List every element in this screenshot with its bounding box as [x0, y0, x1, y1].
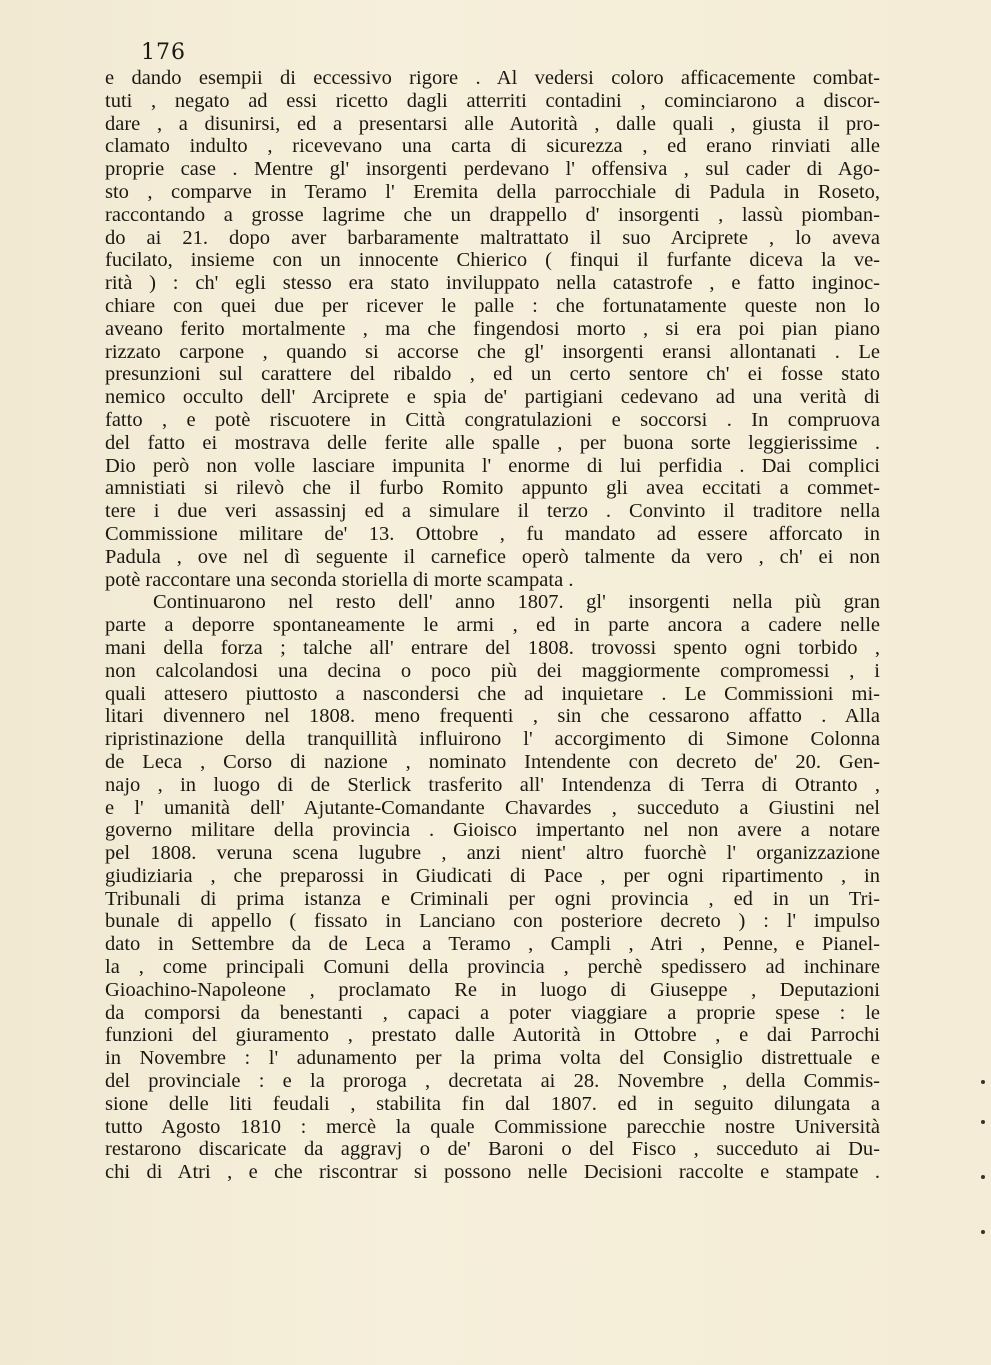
page-edge-marks	[971, 1080, 985, 1280]
text-line: nemico occulto dell' Arciprete e spia de' partigiani cedevano ad una verità di	[105, 386, 880, 409]
text-line: e l' umanità dell' Ajutante-Comandante Chavardes , succeduto a Giustini nel	[105, 796, 880, 819]
text-line: clamato indulto , ricevevano una carta di sicurezza , ed erano rinviati alle	[105, 135, 880, 158]
text-line: parte a deporre spontaneamente le armi , ed in parte ancora a cadere nelle	[105, 614, 880, 637]
text-line: quali attesero piuttosto a nascondersi che ad inquietare . Le Commissioni mi-	[105, 682, 880, 705]
text-line: sto , comparve in Teramo l' Eremita della parrocchiale di Padula in Roseto,	[105, 180, 880, 203]
text-line: najo , in luogo di de Sterlick trasferito all' Intendenza di Terra di Otranto ,	[105, 773, 880, 796]
text-line: potè raccontare una seconda storiella di morte scampata .	[105, 568, 574, 591]
text-line: Gioachino-Napoleone , proclamato Re in luogo di Giuseppe , Deputazioni	[105, 978, 880, 1001]
text-line: aveano ferito mortalmente , ma che fingendosi morto , si era poi pian piano	[105, 317, 880, 340]
text-line: giudiziaria , che preparossi in Giudicati di Pace , per ogni ripartimento , in	[105, 864, 880, 887]
text-line: la , come principali Comuni della provincia , perchè spedissero ad inchinare	[105, 956, 880, 979]
text-line: e dando esempii di eccessivo rigore . Al vedersi coloro afficacemente combat-	[105, 67, 880, 89]
text-line: Continuarono nel resto dell' anno 1807. gl' insorgenti nella più gran	[153, 591, 880, 614]
text-line: bunale di appello ( fissato in Lanciano con posteriore decreto ) : l' impulso	[105, 910, 880, 933]
text-line: dato in Settembre da de Leca a Teramo , Campli , Atri , Penne, e Pianel-	[105, 933, 880, 956]
text-line: amnistiati si rilevò che il furbo Romito appunto gli avea eccitati a commet-	[105, 477, 880, 500]
text-line: rità ) : ch' egli stesso era stato inviluppato nella catastrofe , e fatto inginoc-	[105, 272, 880, 295]
text-line: del provinciale : e la proroga , decretata ai 28. Novembre , della Commis-	[105, 1070, 880, 1093]
text-line: chiare con quei due per ricever le palle : che fortunatamente queste non lo	[105, 294, 880, 317]
text-line: litari divennero nel 1808. meno frequenti , sin che cessarono affatto . Alla	[105, 705, 880, 728]
text-line: del fatto ei mostrava delle ferite alle spalle , per buona sorte leggierissime .	[105, 431, 880, 454]
text-line: raccontando a grosse lagrime che un drappello d' insorgenti , lassù piomban-	[105, 203, 880, 226]
text-line: Padula , ove nel dì seguente il carnefice operò talmente da vero , ch' ei non	[105, 545, 880, 568]
text-line: in Novembre : l' adunamento per la prima volta del Consiglio distrettuale e	[105, 1047, 880, 1070]
text-line: da comporsi da benestanti , capaci a poter viaggiare a proprie spese : le	[105, 1001, 880, 1024]
text-line: mani della forza ; talche all' entrare del 1808. trovossi spento ogni torbido ,	[105, 636, 880, 659]
text-line: Tribunali di prima istanza e Criminali per ogni provincia , ed in un Tri-	[105, 887, 880, 910]
text-line: de Leca , Corso di nazione , nominato Intendente con decreto de' 20. Gen-	[105, 750, 880, 773]
text-line: do ai 21. dopo aver barbaramente maltrattato il suo Arciprete , lo aveva	[105, 226, 880, 249]
text-line: funzioni del giuramento , prestato dalle Autorità in Ottobre , e dai Parrochi	[105, 1024, 880, 1047]
text-line: dare , a disunirsi, ed a presentarsi alle Autorità , dalle quali , giusta il pro-	[105, 112, 880, 135]
text-line: fucilato, insieme con un innocente Chierico ( finqui il furfante diceva la ve-	[105, 249, 880, 272]
text-line: restarono discaricate da aggravj o de' Baroni o del Fisco , succeduto ai Du-	[105, 1138, 880, 1161]
page-number: 176	[141, 40, 186, 65]
text-line: fatto , e potè riscuotere in Città congratulazioni e soccorsi . In compruova	[105, 408, 880, 431]
text-line: pel 1808. veruna scena lugubre , anzi nient' altro fuorchè l' organizzazione	[105, 842, 880, 865]
text-line: proprie case . Mentre gl' insorgenti perdevano l' offensiva , sul cader di Ago-	[105, 158, 880, 181]
text-line: Dio però non volle lasciare impunita l' enorme di lui perfidia . Dai complici	[105, 454, 880, 477]
text-line: chi di Atri , e che riscontrar si possono nelle Decisioni raccolte e stampate .	[105, 1161, 880, 1184]
text-line: rizzato carpone , quando si accorse che gl' insorgenti eransi allontanati . Le	[105, 340, 880, 363]
text-line: presunzioni sul carattere del ribaldo , ed un certo sentore ch' ei fosse stato	[105, 363, 880, 386]
text-line: tutto Agosto 1810 : mercè la quale Commissione parecchie nostre Università	[105, 1115, 880, 1138]
text-line: Commissione militare de' 13. Ottobre , fu mandato ad essere afforcato in	[105, 522, 880, 545]
text-line: ripristinazione della tranquillità influirono l' accorgimento di Simone Colonna	[105, 728, 880, 751]
text-line: governo militare della provincia . Gioisco impertanto nel non avere a notare	[105, 819, 880, 842]
text-line: tuti , negato ad essi ricetto dagli atterriti contadini , cominciarono a discor-	[105, 89, 880, 112]
body-text	[105, 67, 880, 1184]
text-line: sione delle liti feudali , stabilita fin dal 1807. ed in seguito dilungata a	[105, 1092, 880, 1115]
text-line: non calcolandosi una decina o poco più dei maggiormente compromessi , i	[105, 659, 880, 682]
text-line: tere i due veri assassinj ed a simulare il terzo . Convinto il traditore nella	[105, 500, 880, 523]
